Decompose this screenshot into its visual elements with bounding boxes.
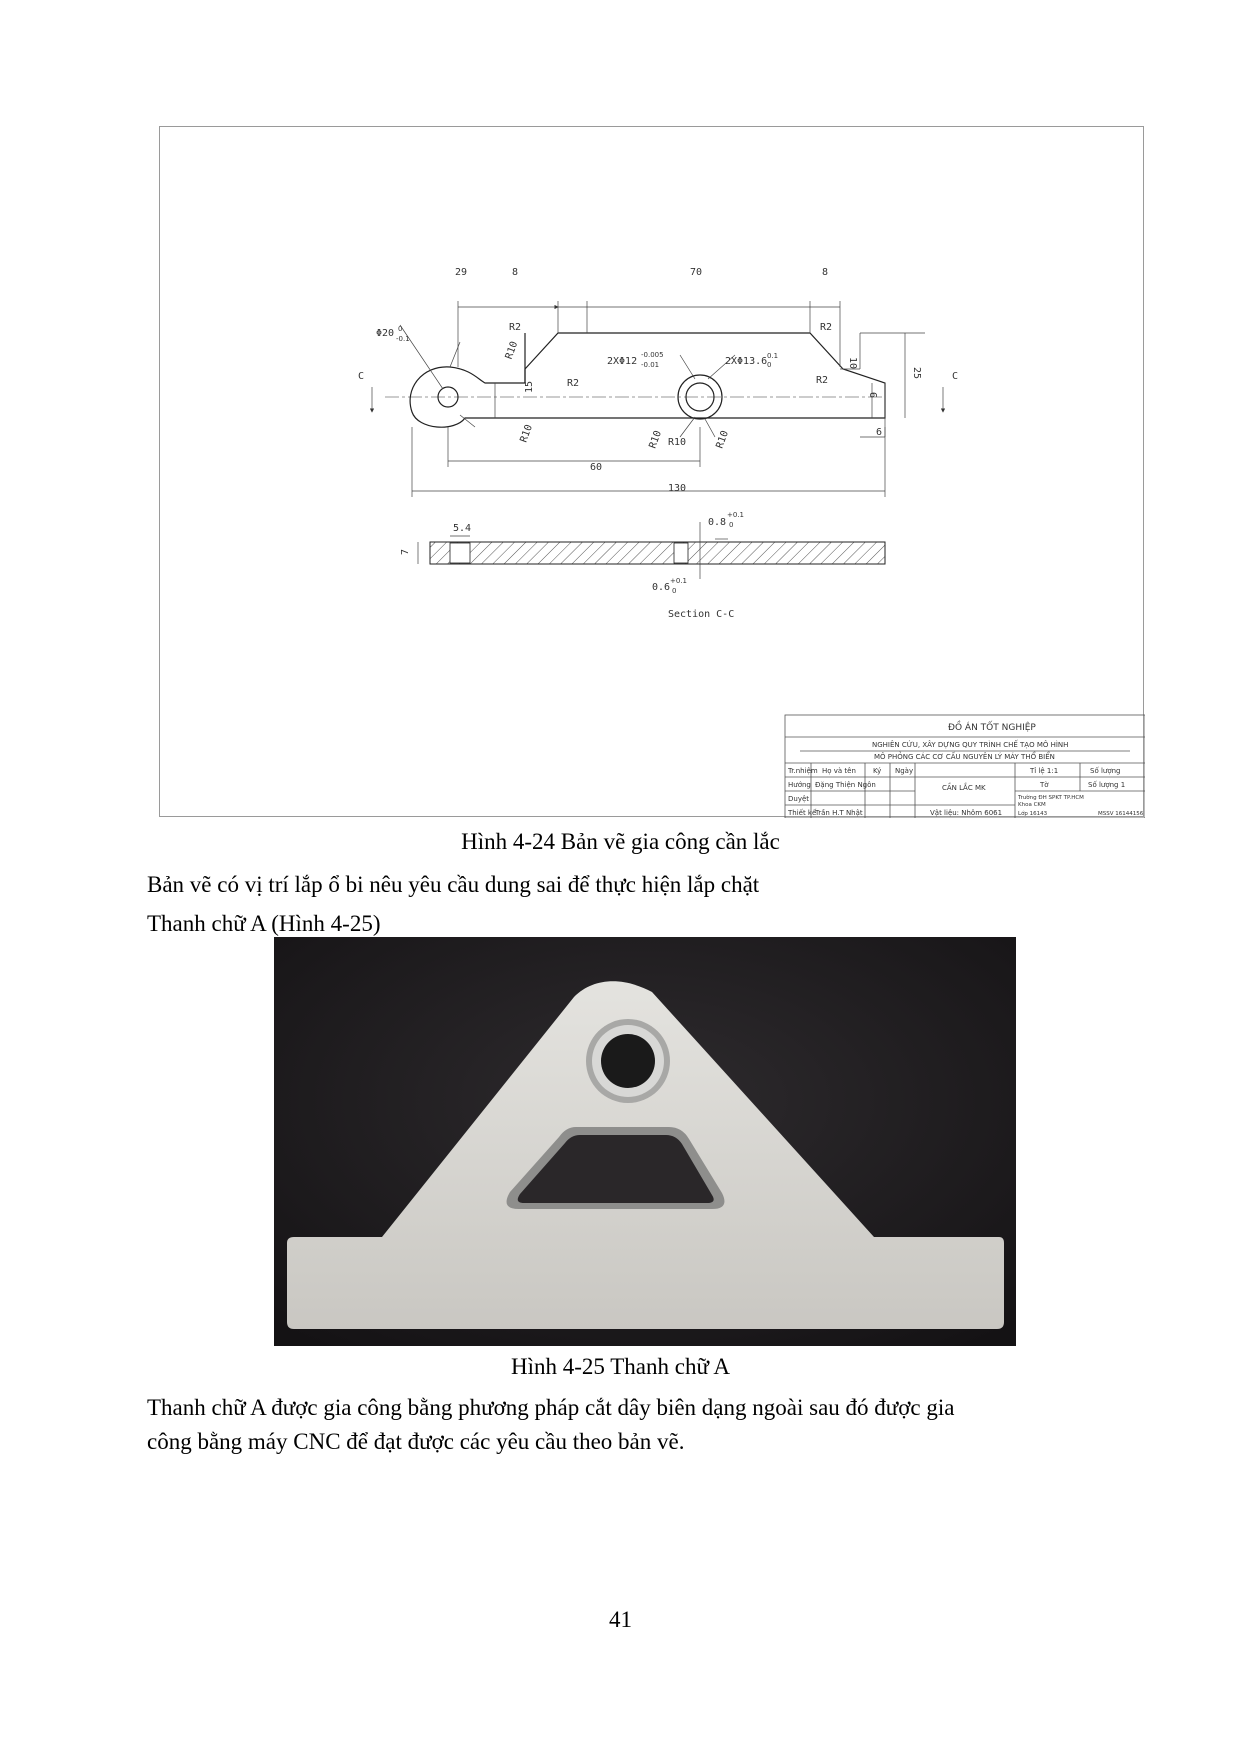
tb-qty: Số lượng 1 xyxy=(1088,781,1126,789)
title-block-line1: NGHIÊN CỨU, XÂY DỰNG QUY TRÌNH CHẾ TẠO MÔ HÌNH xyxy=(872,741,1069,749)
dim-tol-top: 0.8 xyxy=(708,517,727,528)
dim-hole-left-tol-bot: -0.01 xyxy=(641,361,660,369)
drawing-canvas xyxy=(160,127,1145,818)
dim-70: 70 xyxy=(690,267,703,278)
tb-material: Vật liệu: Nhôm 6061 xyxy=(930,809,1003,817)
dim-r10-bottom: R10 xyxy=(518,423,535,445)
dim-r2-b: R2 xyxy=(567,378,580,389)
dim-9: 9 xyxy=(869,391,880,398)
tb-row3-role: Thiết kế xyxy=(788,809,817,817)
dim-6: 6 xyxy=(876,427,883,438)
dim-r2-a: R2 xyxy=(509,322,522,333)
dim-hole-left-tol-top: -0.005 xyxy=(641,351,664,359)
part-outline xyxy=(410,333,885,427)
paragraph-a-bar-heading: Thanh chữ A (Hình 4-25) xyxy=(147,911,381,936)
dim-r10-bottom-4: R10 xyxy=(714,429,731,451)
dim-hole-right-tol-bot: 0 xyxy=(767,361,772,369)
tb-sheet: Tờ xyxy=(1040,781,1049,789)
page-number: 41 xyxy=(609,1607,632,1632)
tb-header-role: Tr.nhiệm xyxy=(788,767,818,775)
tb-student-id: MSSV 16144156 xyxy=(1098,811,1144,817)
section-marker-left: C xyxy=(358,371,365,382)
dim-8-left: 8 xyxy=(512,267,519,278)
dim-hole-right: 2XΦ13.6 xyxy=(725,356,768,367)
dim-25: 25 xyxy=(911,367,922,380)
tb-qty-label: Số lượng xyxy=(1090,767,1121,775)
dim-tol-bottom: 0.6 xyxy=(652,582,671,593)
tb-row2-role: Duyệt xyxy=(788,795,810,803)
tb-header-sign: Ký xyxy=(873,767,882,775)
title-block-line2: MÔ PHỎNG CÁC CƠ CẤU NGUYÊN LÝ MÁY THỔ BIỂN xyxy=(874,753,1055,761)
dim-r10-bottom-2: R10 xyxy=(647,429,664,451)
dim-phi20-tol-bot: -0.1 xyxy=(396,335,410,343)
dim-phi20-tol-top: 0 xyxy=(398,325,403,333)
dim-r2-d: R2 xyxy=(816,375,829,386)
dim-tol-top-lower: 0 xyxy=(729,521,734,529)
figure-caption-4-25: Hình 4-25 Thanh chữ A xyxy=(510,1354,731,1379)
dim-130: 130 xyxy=(668,483,687,494)
dim-r10-bottom-3: R10 xyxy=(668,437,687,448)
dim-8-right: 8 xyxy=(822,267,829,278)
tb-school: Trường ĐH SPKT TP.HCM xyxy=(1018,795,1084,801)
figure-caption-4-24: Hình 4-24 Bản vẽ gia công cần lắc xyxy=(461,829,780,854)
dim-5-4: 5.4 xyxy=(453,523,472,534)
dim-hole-right-tol-top: 0.1 xyxy=(767,352,779,360)
tb-scale: Tỉ lệ 1:1 xyxy=(1030,767,1059,775)
dim-phi20: Φ20 xyxy=(376,328,395,339)
dim-tol-bottom-upper: +0.1 xyxy=(670,577,687,585)
paragraph-tolerance: Bản vẽ có vị trí lắp ổ bi nêu yêu cầu dung sai để thực hiện lắp chặt xyxy=(147,872,760,897)
dim-60: 60 xyxy=(590,462,603,473)
dim-tol-top-upper: +0.1 xyxy=(727,511,744,519)
tb-row3-name: Trần H.T Nhật xyxy=(815,809,863,817)
dim-r2-c: R2 xyxy=(820,322,833,333)
tb-row1-name: Đặng Thiện Ngôn xyxy=(815,781,876,789)
tb-header-date: Ngày xyxy=(895,767,914,775)
paragraph-machining-line2: công bằng máy CNC để đạt được các yêu cầu theo bản vẽ. xyxy=(147,1429,685,1454)
section-marker-right: C xyxy=(952,371,959,382)
tb-row1-role: Hướng xyxy=(788,781,811,789)
a-bar-photo xyxy=(274,937,1016,1346)
a-bar-photo-canvas xyxy=(274,937,1016,1346)
dim-r10-top: R10 xyxy=(503,339,521,361)
paragraph-machining-line1: Thanh chữ A được gia công bằng phương pháp cắt dây biên dạng ngoài sau đó được gia xyxy=(147,1395,955,1420)
title-block-title: ĐỒ ÁN TỐT NGHIỆP xyxy=(948,723,1036,733)
dim-29: 29 xyxy=(455,267,468,278)
dim-15: 15 xyxy=(524,380,535,393)
dim-7: 7 xyxy=(400,548,411,555)
tb-class: Lớp 16143 xyxy=(1018,811,1048,817)
dim-hole-left: 2XΦ12 xyxy=(607,356,638,367)
dim-10: 10 xyxy=(847,357,858,370)
section-label: Section C-C xyxy=(668,609,735,620)
technical-drawing xyxy=(159,126,1144,817)
section-view xyxy=(418,522,885,579)
dim-tol-bottom-lower: 0 xyxy=(672,587,677,595)
tb-part-name: CẦN LẮC MK xyxy=(942,784,986,792)
tb-header-name: Họ và tên xyxy=(822,767,856,775)
tb-faculty: Khoa CKM xyxy=(1018,802,1046,808)
